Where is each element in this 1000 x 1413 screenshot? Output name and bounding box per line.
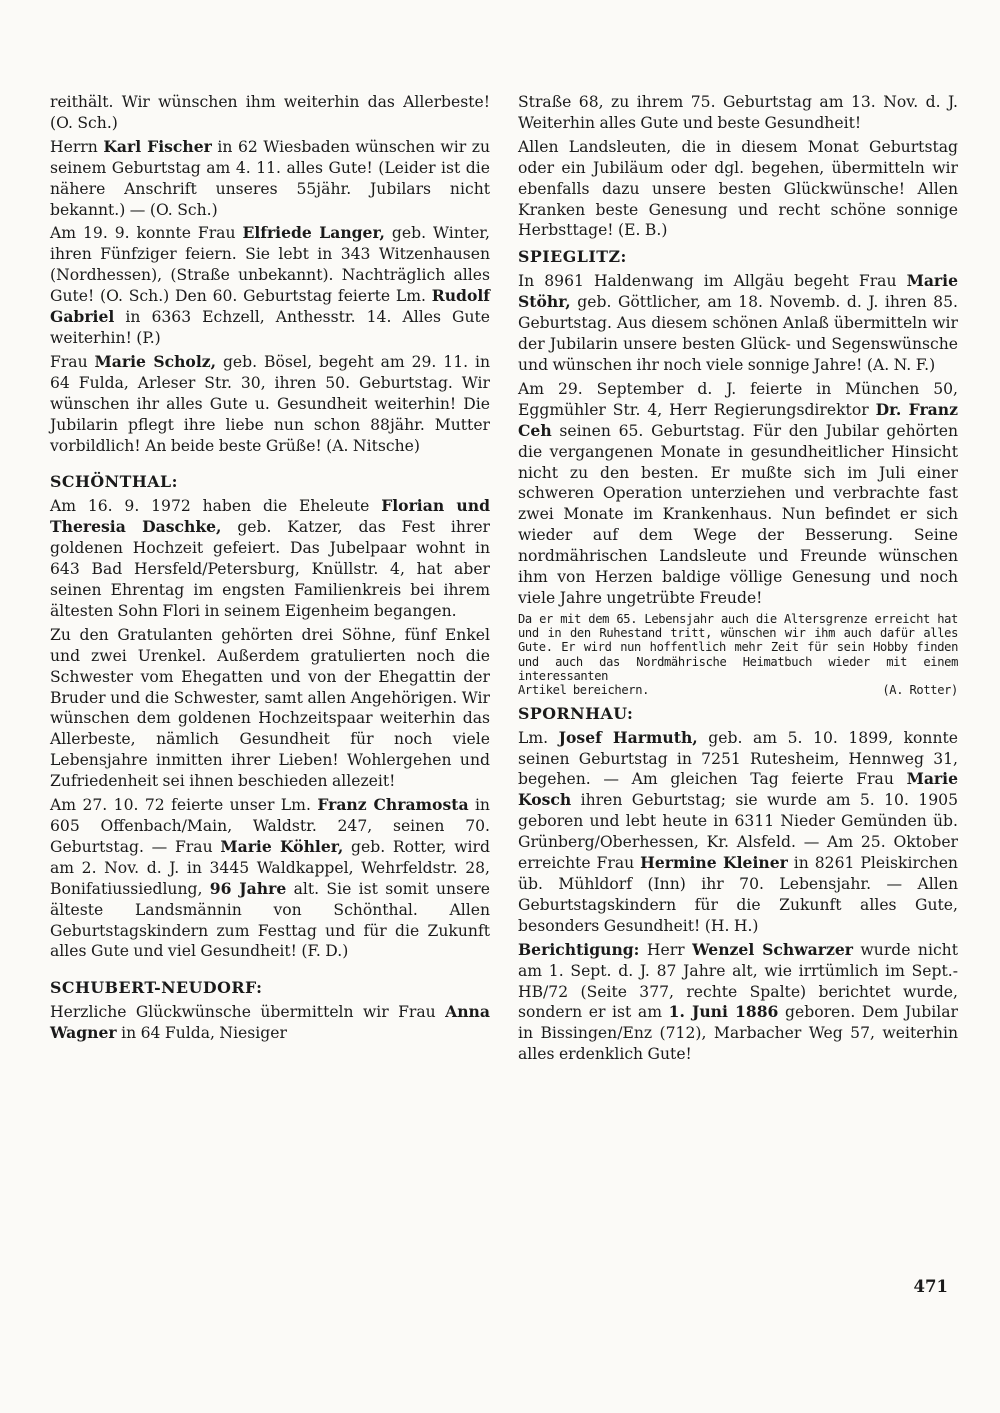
correction-label: Berichtigung: bbox=[518, 939, 640, 959]
paragraph-karl-fischer: Herrn Karl Fischer in 62 Wiesbaden wünschen wir zu seinem Geburtstag am 4. 11. alles Gute! (Leider ist die nähere Anschrift unseres 55jähr. Jubilars nicht bekannt.) — (O. Sch.) bbox=[50, 136, 490, 219]
person-name: Florian und Theresia Daschke, bbox=[50, 496, 491, 537]
paragraph-anna-wagner: Herzliche Glückwünsche übermitteln wir Frau Anna Wagner in 64 Fulda, Niesiger bbox=[50, 1002, 490, 1043]
person-name: Marie Stöhr, bbox=[518, 271, 958, 312]
paragraph-elfriede-langer: Am 19. 9. konnte Frau Elfriede Langer, geb. Winter, ihren Fünfziger feiern. Sie lebt in 343 Witzenhausen (Nordhessen), (Straße unbekannt). Nachträglich alles Gute! (O. Sch.) Den 60. Geburtstag feierte Lm. Rudolf Gabriel in 6363 Echzell, Anthesstr. 14. Alles Gute weiterhin! (P.) bbox=[50, 223, 490, 347]
person-name: Marie Köhler, bbox=[220, 836, 344, 856]
paragraph-daschke: Am 16. 9. 1972 haben die Eheleute Florian und Theresia Daschke, geb. Katzer, das Fest ihrer goldenen Hochzeit gefeiert. Das Jubelpaar wohnt in 643 Bad Hersfeld/Petersburg, Knüllstr. 4, hat aber seinen Ehrentag im engsten Familienkreis bei ihrem ältesten Sohn Flori in seinem Eigenheim begangen. bbox=[50, 496, 491, 620]
paragraph-berichtigung: Berichtigung: Herr Wenzel Schwarzer wurde nicht am 1. Sept. d. J. 87 Jahre alt, wie irrtümlich im Sept.-HB/72 (Seite 377, rechte Spalte) berichtet wurde, sondern er ist am 1. Juni 1886 geboren. Dem Jubilar in Bissingen/Enz (712), Marbacher Weg 57, weiterhin alles erdenklich Gute! bbox=[518, 939, 959, 1064]
person-name: Marie Scholz, bbox=[94, 351, 217, 371]
paragraph-marie-scholz: Frau Marie Scholz, geb. Bösel, begeht am 29. 11. in 64 Fulda, Arleser Str. 30, ihren 50. Geburtstag. Wir wünschen ihr alles Gute u. Gesundheit weiterhin! Die Jubilarin pflegt ihre liebe nun schon 88jähr. Mutter vorbildlich! An beide beste Grüße! (A. Nitsche) bbox=[50, 351, 491, 455]
section-heading-spornhau: SPORNHAU: bbox=[518, 703, 634, 723]
author-signature: (A. Rotter) bbox=[882, 683, 958, 698]
person-name: Marie Kosch bbox=[518, 769, 958, 810]
person-name: Josef Harmuth, bbox=[558, 727, 698, 747]
paragraph-marie-stoehr: In 8961 Haldenwang im Allgäu begeht Frau Marie Stöhr, geb. Göttlicher, am 18. Novemb. d. J. ihren 85. Geburtstag. Aus diesem schönen Anlaß übermitteln wir der Jubilarin unsere besten Glück- und Segenswünsche und wünschen ihr noch viele sonnige Jahre! (A. N. F.) bbox=[518, 271, 958, 374]
paragraph-harmuth: Lm. Josef Harmuth, geb. am 5. 10. 1899, konnte seinen Geburtstag in 7251 Rutesheim, Hennweg 31, begehen. — Am gleichen Tag feierte Frau Marie Kosch ihren Geburtstag; sie wurde am 5. 10. 1905 geboren und lebt heute in 6311 Nieder Gemünden üb. Grünberg/Oberhessen, Kr. Alsfeld. — Am 25. Oktober erreichte Frau Hermine Kleiner in 8261 Pleiskirchen üb. Mühldorf (Inn) ihr 70. Lebensjahr. — Allen Geburtstagskindern für die Zukunft alles Gute, besonders Gesundheit! (H. H.) bbox=[518, 727, 958, 935]
paragraph-strasse-68: Straße 68, zu ihrem 75. Geburtstag am 13. Nov. d. J. Weiterhin alles Gute und beste Gesundheit! bbox=[518, 93, 958, 132]
section-heading-spieglitz: SPIEGLITZ: bbox=[518, 247, 627, 267]
section-heading-schubert-neudorf: SCHUBERT-NEUDORF: bbox=[50, 978, 263, 998]
person-name: Franz Chramosta bbox=[317, 795, 469, 815]
person-name: Rudolf Gabriel bbox=[50, 286, 490, 327]
person-name: Wenzel Schwarzer bbox=[692, 939, 853, 959]
person-name: Elfriede Langer, bbox=[242, 223, 385, 243]
age-emphasis: 96 Jahre bbox=[209, 878, 287, 898]
paragraph-chramosta: Am 27. 10. 72 feierte unser Lm. Franz Chramosta in 605 Offenbach/Main, Waldstr. 247, seinen 70. Geburtstag. — Frau Marie Köhler, geb. Rotter, wird am 2. Nov. d. J. in 3445 Waldkappel, Wehrfeldstr. 28, Bonifatiussiedlung, 96 Jahre alt. Sie ist somit unsere älteste Landsmännin von Schönthal. Allen Geburtstagskindern zum Festtag und für die Zukunft alles Gute und viel Gesundheit! (F. D.) bbox=[50, 795, 490, 961]
left-column bbox=[50, 92, 490, 1047]
paragraph-allerbeste: reithält. Wir wünschen ihm weiterhin das Allerbeste! (O. Sch.) bbox=[50, 93, 490, 132]
birth-date-emphasis: 1. Juni 1886 bbox=[668, 1002, 779, 1022]
right-column bbox=[518, 92, 958, 1068]
person-name: Anna Wagner bbox=[50, 1002, 490, 1043]
person-name: Dr. Franz Ceh bbox=[518, 399, 958, 440]
small-print-signature-line: Artikel bereichern. (A. Rotter) bbox=[518, 683, 958, 698]
paragraph-gratulanten: Zu den Gratulanten gehörten drei Söhne, fünf Enkel und zwei Urenkel. Außerdem gratulierten noch die Schwester vom Ehegatten und von der Ehegattin der Bruder und die Schwester, samt allen Angehörigen. Wir wünschen dem goldenen Hochzeitspaar weiterhin das Allerbeste, nämlich Gesundheit für noch viele Lebensjahre inmitten ihrer Lieben! Wohlergehen und Zufriedenheit sei ihnen beschieden allezeit! bbox=[50, 625, 490, 791]
small-print-note: Da er mit dem 65. Lebensjahr auch die Altersgrenze erreicht hat und in den Ruhestand tritt, wünschen wir ihm auch dafür alles Gute. Er wird nun hoffentlich mehr Zeit für sein Hobby finden und auch das Nordmährische Heimatbuch wieder mit einem interessanten Artikel bereichern. (A. Rotter) bbox=[518, 611, 958, 698]
page-number: 471 bbox=[913, 1277, 948, 1296]
person-name: Karl Fischer bbox=[103, 136, 212, 156]
person-name: Hermine Kleiner bbox=[640, 853, 788, 873]
section-heading-schoenthal: SCHÖNTHAL: bbox=[50, 472, 178, 492]
paragraph-allen-landsleuten: Allen Landsleuten, die in diesem Monat Geburtstag oder ein Jubiläum oder dgl. begehen, übermitteln wir ebenfalls dazu unsere besten Glückwünsche! Allen Kranken beste Genesung und recht schöne sonnige Herbsttage! (E. B.) bbox=[518, 137, 958, 240]
paragraph-franz-ceh: Am 29. September d. J. feierte in München 50, Eggmühler Str. 4, Herr Regierungsdirektor Dr. Franz Ceh seinen 65. Geburtstag. Für den Jubilar gehörten die vergangenen Monate in gesundheitlicher Hinsicht nicht zu den besten. Er mußte sich im Juli einer schweren Operation unterziehen und verbrachte fast zwei Monate im Krankenhaus. Nun befindet er sich wieder auf dem Wege der Besserung. Seine nordmährischen Landsleute und Freunde wünschen ihm von Herzen baldige völlige Genesung und noch viele Jahre ungetrübte Freude! bbox=[518, 379, 958, 607]
